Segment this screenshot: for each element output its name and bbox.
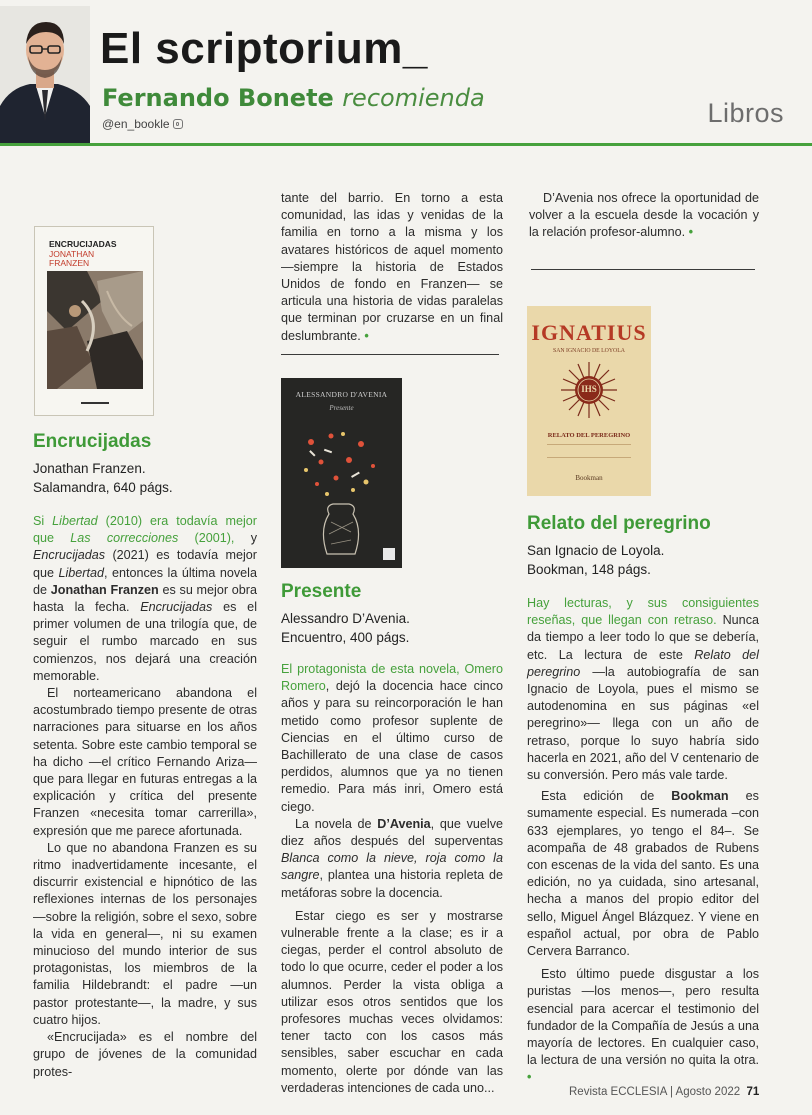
page-footer: Revista ECCLESIA | Agosto 2022 71	[569, 1086, 760, 1098]
cover-author-first: JONATHAN	[49, 249, 95, 259]
book-meta-presente	[281, 609, 410, 647]
book-title-relato-del-peregrino: Relato del peregrino	[527, 513, 711, 534]
column-title: El scriptorium_	[100, 24, 428, 73]
book-cover-presente	[281, 378, 402, 568]
recommends-label: recomienda	[342, 84, 485, 112]
cover-caption: RELATO DEL PEREGRINO	[547, 432, 631, 439]
end-mark: •	[527, 1070, 532, 1085]
review-paragraph: tante del barrio. En torno a esta comunidad, las idas y venidas de la familia en torno a la misma y los avatares históricos de aquel momento —siempre la historia de Estados Unidos de fondo en Franzen— se articula una historia de vidas paralelas que terminan por cruzarse en un final deslumbrante. •	[281, 191, 503, 343]
header-rule	[0, 143, 812, 146]
section-label: Libros	[707, 98, 784, 128]
publisher-logo	[383, 548, 395, 560]
seal-monogram: IHS	[581, 384, 597, 394]
review-paragraph: El norteamericano abandona el acostumbrado tiempo presente de otras narraciones para situarse en los años setenta. Sobre este cambio temporal se ha dicho —el crítico Fernando Ariza— que para llegar en futuras entregas a la explicación y crítica del presente Franzen «necesita tomar carrerilla», expresión que me parece afortunada.	[33, 686, 257, 838]
publisher-logo	[81, 399, 109, 404]
cover-illustration	[47, 271, 143, 389]
social-handle	[102, 117, 183, 131]
review-column-3-top	[529, 190, 759, 242]
review-paragraph: Lo que no abandona Franzen es su ritmo inadvertidamente incesante, el discurrir existencial e hipnótico de las reflexiones internas de los personajes —sobre la religión, sobre el sexo, sobre la vida en general—, ni su examen minucioso del mundo interior de sus protagonistas, los miembros de la familia Hildebrandt: el padre —un pastor protestante—, la madre, y sus cuatro hijos.	[33, 840, 257, 1027]
cover-author-last: FRANZEN	[49, 258, 90, 268]
review-column-2	[281, 661, 503, 1097]
cover-publisher: Bookman	[575, 474, 603, 482]
book-cover-encrucijadas	[34, 226, 154, 416]
author-name: Fernando Bonete	[102, 84, 334, 112]
author-photo	[0, 6, 90, 146]
review-paragraph: Hay lecturas, y sus consiguientes reseñas, que llegan con retraso. Nunca da tiempo a leer todo lo que se debería, etc. La lectura de este Relato del peregrino —la autobiografía de san Ignacio de Loyola, pues el mismo se autodenomina en sus páginas «el peregrino»— llega con un año de retraso, porque lo suyo habría sido hacerla en 2021, año del V centenario de su conversión. Pero más vale tarde.	[527, 596, 759, 783]
page-header	[0, 0, 812, 150]
cover-illustration	[291, 422, 391, 562]
review-column-3	[527, 595, 759, 1087]
book-author: Alessandro D’Avenia.	[281, 611, 410, 626]
magazine-name: Revista ECCLESIA	[569, 1086, 667, 1098]
cover-subtitle: SAN IGNACIO DE LOYOLA	[553, 348, 625, 354]
review-paragraph: El protagonista de esta novela, Omero Romero, dejó la docencia hace cinco años y para su reincorporación le han metido como profesor suplente de Ciencias en el último curso de Bachillerato de una clase de casos perdidos, alumnos que ya no tienen remedio. Para más inri, Omero está ciego.	[281, 662, 503, 814]
book-meta-encrucijadas	[33, 459, 173, 497]
lead-in: El protagonista de esta novela, Omero Romero	[281, 662, 503, 694]
book-cover-relato-del-peregrino	[527, 306, 651, 496]
review-paragraph: D’Avenia nos ofrece la oportunidad de volver a la escuela desde la vocación y la relación profesor-alumno. •	[529, 191, 759, 240]
review-paragraph: Si Libertad (2010) era todavía mejor que Las correcciones (2001), y Encrucijadas (2021) es todavía mejor que Libertad, entonces la última novela de Jonathan Franzen es su mejor obra hasta la fecha. Encrucijadas es el primer volumen de una trilogía que, de seguir el rumbo marcado en sus comienzos, nos dejará una creación memorable.	[33, 514, 257, 683]
book-title-encrucijadas: Encrucijadas	[33, 431, 152, 452]
issue-date: Agosto 2022	[675, 1086, 741, 1098]
end-mark: •	[364, 328, 369, 343]
column-subtitle	[102, 84, 485, 112]
divider	[281, 354, 499, 355]
book-publisher: Salamandra, 640 págs.	[33, 480, 173, 495]
page-number: 71	[746, 1086, 760, 1098]
review-column-2-top	[281, 190, 503, 345]
lead-in: Hay lecturas, y sus consiguientes reseñas, que llegan con retraso.	[527, 596, 759, 628]
review-column-1	[33, 513, 257, 1081]
book-publisher: Encuentro, 400 págs.	[281, 630, 410, 645]
cover-title: IGNATIUS	[531, 320, 647, 345]
cover-small-text	[547, 444, 631, 458]
review-paragraph: Esta edición de Bookman es sumamente especial. Es numerada –con 633 ejemplares, yo tengo el 84–. Se acompaña de 48 grabados de Rubens con escenas de la vida del santo. Es una edición, no ya cuidada, sino artesanal, hecha a manos del propio editor del sello, Miguel Ángel Blázquez. Y viene en español actual, por obra de Pablo Cervera Barranco.	[527, 789, 759, 959]
book-publisher: Bookman, 148 págs.	[527, 562, 651, 577]
instagram-icon	[173, 119, 183, 129]
book-author: Jonathan Franzen.	[33, 461, 146, 476]
end-mark: •	[688, 225, 694, 240]
handle-text: @en_bookle	[102, 117, 170, 131]
lead-in: Si Libertad (2010) era todavía mejor que Las correcciones (2001),	[33, 514, 257, 546]
cover-title: Presente	[329, 404, 354, 412]
book-meta-relato-del-peregrino	[527, 541, 664, 579]
book-title-presente: Presente	[281, 581, 362, 602]
review-paragraph: Esto último puede disgustar a los puristas —los menos—, pero resulta esencial para acercar el testimonio del fundador de la Compañía de Jesús a una mayoría de lectores. En cualquier caso, la lectura de una versión no quita la otra. •	[527, 967, 759, 1085]
review-paragraph: La novela de D’Avenia, que vuelve diez años después del superventas Blanca como la nieve, roja como la sangre, plantea una historia repleta de metáforas sobre la docencia.	[281, 816, 503, 900]
book-author: San Ignacio de Loyola.	[527, 543, 665, 558]
review-paragraph: Estar ciego es ser y mostrarse vulnerable frente a la clase; es ir a ciegas, perder el control absoluto de todo lo que ocurre, ceder el poder a los alumnos. Perder la vista obliga a utilizar esos otros sentidos que los profesores muchas veces olvidamos: tener tacto con los casos más sensibles, saber escuchar en cada momento, olerte por dónde van las verdaderas intenciones de cada uno...	[281, 908, 503, 1095]
divider	[531, 269, 755, 270]
cover-author: ALESSANDRO D'AVENIA	[295, 390, 388, 399]
cover-title: ENCRUCIJADAS	[49, 239, 117, 249]
review-paragraph: «Encrucijada» es el nombre del grupo de jóvenes de la comunidad protes-	[33, 1030, 257, 1079]
